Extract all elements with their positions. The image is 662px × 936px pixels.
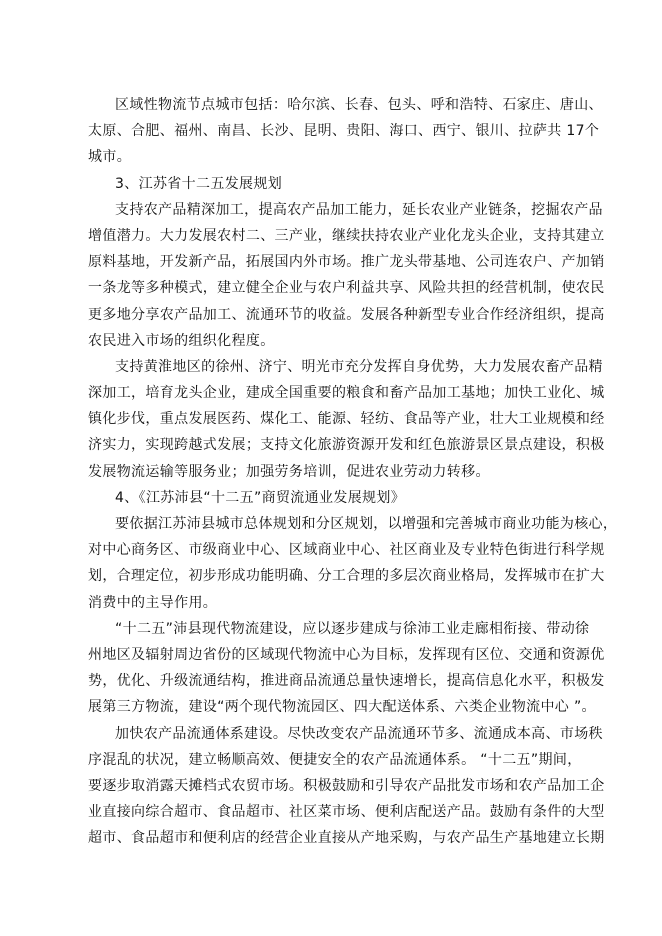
text-line: 划，合理定位，初步形成功能明确、分工合理的多层次商业格局，发挥城市在扩大 [88,568,605,585]
text-line: 州地区及辐射周边省份的区域现代物流中心为目标，发挥现有区位、交通和资源优 [88,646,605,663]
text-line: 支持黄淮地区的徐州、济宁、明光市充分发挥自身优势，大力发展农畜产品精 [115,358,603,375]
text-line: 城市。 [88,149,132,166]
text-line: 支持农产品精深加工，提高农产品加工能力，延长农业产业链条，挖掘农产品 [115,201,603,218]
text-line: “十二五”沛县现代物流建设，应以逐步建成与徐沛工业走廊相衔接、带动徐 [115,620,590,637]
heading-text: 3、江苏省十二五发展规划 [115,175,283,192]
text-line: 业直接向综合超市、食品超市、社区菜市场、便利店配送产品。鼓励有条件的大型 [88,804,605,821]
text-line: 消费中的主导作用。 [88,594,218,611]
paragraph-logistics-cities [88,92,603,171]
paragraph-modern-logistics [88,616,605,721]
text-line: 发展物流运输等服务业；加强劳务培训，促进农业劳动力转移。 [88,463,490,480]
text-line: 对中心商务区、市级商业中心、区域商业中心、社区商业及专业特色街进行科学规 [88,542,605,559]
text-line: 原料基地，开发新产品，拓展国内外市场。推广龙头带基地、公司连农户、产加销 [88,254,605,271]
text-line: 势，优化、升级流通结构，推进商品流通总量快速增长，提高信息化水平，积极发 [88,673,605,690]
text-line: 要依据江苏沛县城市总体规划和分区规划，以增强和完善城市商业功能为核心， [115,516,618,532]
text-line: 一条龙等多种模式，建立健全企业与农户利益共享、风险共担的经营机制，使农民 [88,280,605,297]
text-line: 展第三方物流，建设“两个现代物流园区、四大配送体系、六类企业物流中心 ”。 [88,699,596,716]
text-line: 更多地分享农产品加工、流通环节的收益。发展各种新型专业合作经济组织，提高 [88,306,605,323]
text-line: 济实力，实现跨越式发展；支持文化旅游资源开发和红色旅游景区景点建设，积极 [88,437,605,454]
text-line: 镇化步伐，重点发展医药、煤化工、能源、轻纺、食品等产业，壮大工业规模和经 [88,411,605,428]
text-line: 增值潜力。大力发展农村二、三产业，继续扶持农业产业化龙头企业，支持其建立 [88,227,605,244]
text-line: 农民进入市场的组织化程度。 [88,332,275,349]
paragraph-city-commerce [88,511,618,616]
text-line: 太原、合肥、福州、南昌、长沙、昆明、贵阳、海口、西宁、银川、拉萨共 17个 [88,123,600,140]
paragraph-huanghuai-region [88,354,605,485]
section-heading-jiangsu-plan [88,171,568,197]
text-line: 要逐步取消露天摊档式农贸市场。积极鼓励和引导农产品批发市场和农产品加工企 [88,777,605,794]
text-line: 深加工，培育龙头企业，建成全国重要的粮食和畜产品加工基地；加快工业化、城 [88,385,605,402]
text-line: 超市、食品超市和便利店的经营企业直接从产地采购，与农产品生产基地建立长期 [88,830,605,847]
section-heading-peixian-plan [88,485,568,511]
paragraph-agri-processing [88,197,605,354]
document-body [88,92,618,851]
text-line: 加快农产品流通体系建设。尽快改变农产品流通环节多、流通成本高、市场秩 [115,725,603,742]
text-line: 区域性物流节点城市包括：哈尔滨、长春、包头、呼和浩特、石家庄、唐山、 [115,97,603,113]
heading-text: 4、《江苏沛县“十二五”商贸流通业发展规划》 [115,489,406,506]
paragraph-agri-circulation [88,721,605,852]
text-line: 序混乱的状况，建立畅顺高效、便捷安全的农产品流通体系。 “十二五”期间， [88,751,582,768]
